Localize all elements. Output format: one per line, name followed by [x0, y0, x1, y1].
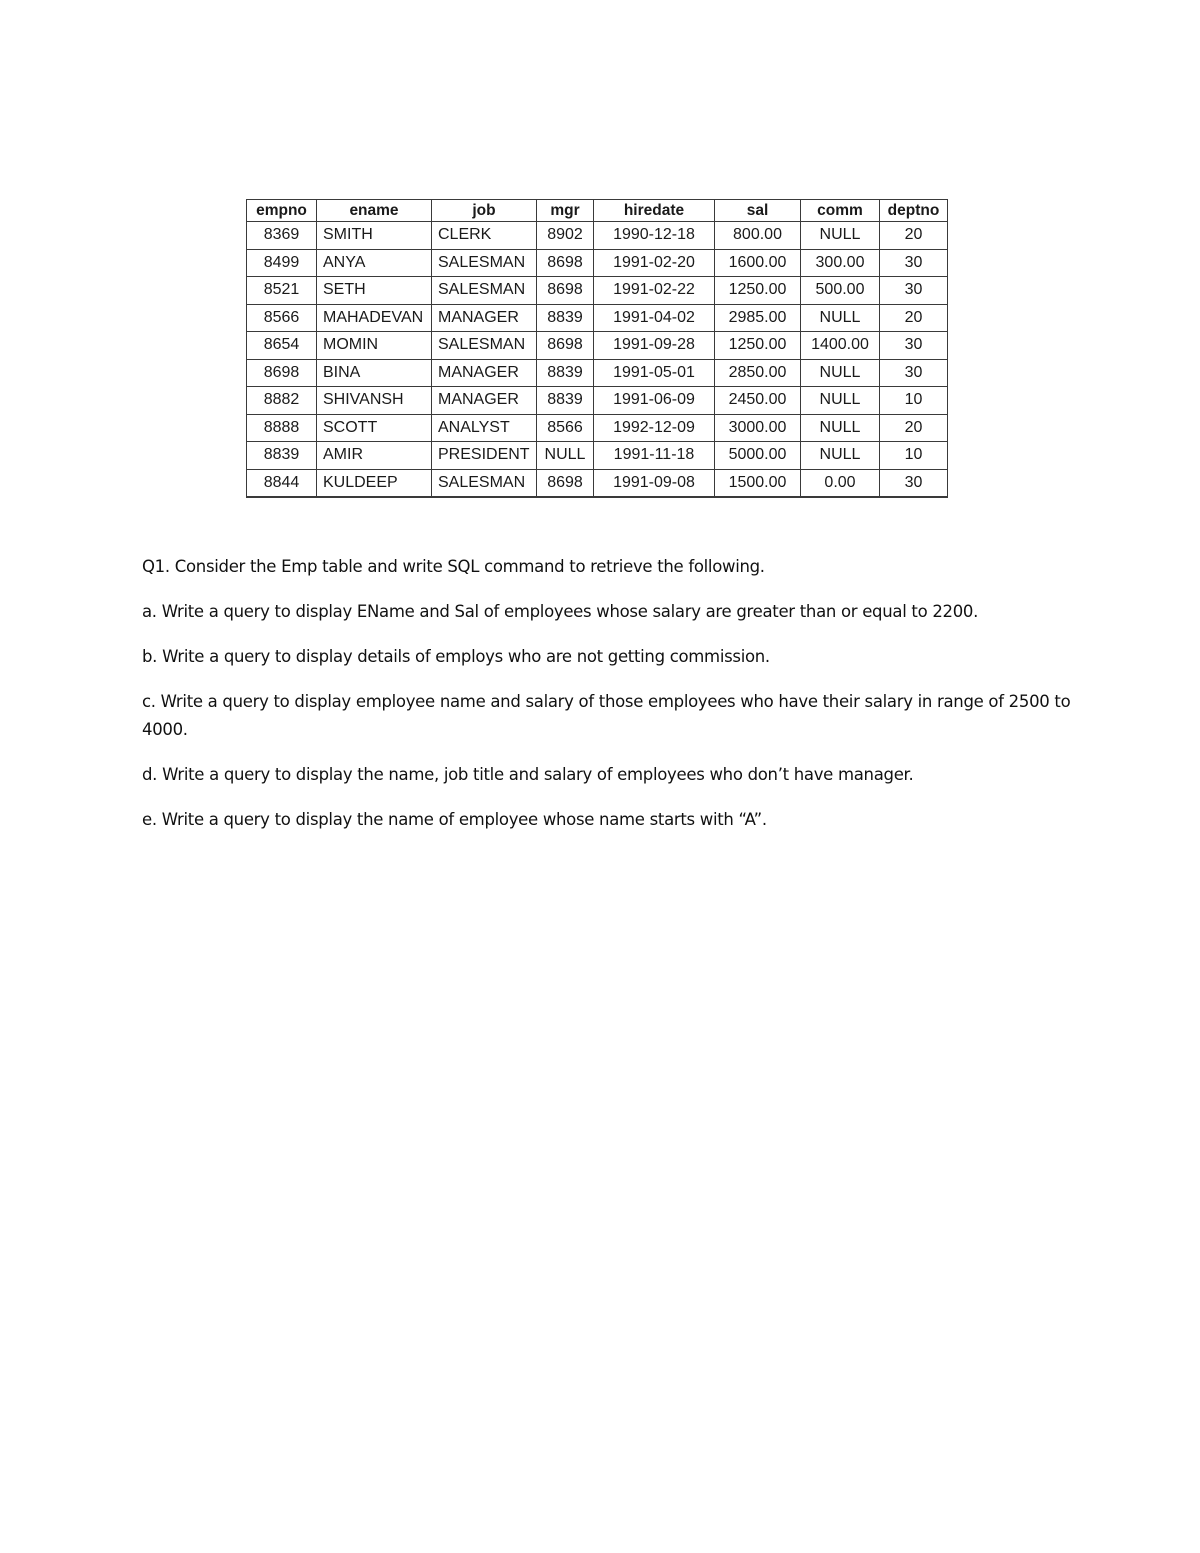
cell-comm: 1400.00 [801, 332, 880, 360]
cell-hiredate: 1992-12-09 [594, 414, 715, 442]
cell-sal: 3000.00 [715, 414, 801, 442]
cell-comm: 500.00 [801, 277, 880, 305]
question-item-b: b. Write a query to display details of employs who are not getting commission. [142, 647, 770, 666]
cell-comm: 300.00 [801, 249, 880, 277]
cell-hiredate: 1991-04-02 [594, 304, 715, 332]
question-item-a: a. Write a query to display EName and Sal of employees whose salary are greater than or equal to 2200. [142, 602, 979, 621]
column-header-job: job [432, 200, 537, 222]
cell-ename: SMITH [317, 222, 432, 250]
cell-deptno: 20 [880, 414, 948, 442]
cell-job: SALESMAN [432, 277, 537, 305]
cell-comm: NULL [801, 359, 880, 387]
cell-sal: 800.00 [715, 222, 801, 250]
cell-empno: 8566 [247, 304, 317, 332]
cell-deptno: 20 [880, 304, 948, 332]
column-header-hiredate: hiredate [594, 200, 715, 222]
cell-empno: 8369 [247, 222, 317, 250]
cell-ename: SETH [317, 277, 432, 305]
cell-empno: 8844 [247, 469, 317, 497]
cell-deptno: 30 [880, 469, 948, 497]
table-row [247, 332, 948, 360]
cell-job: PRESIDENT [432, 442, 537, 470]
cell-sal: 2850.00 [715, 359, 801, 387]
cell-job: ANALYST [432, 414, 537, 442]
cell-empno: 8888 [247, 414, 317, 442]
cell-hiredate: 1991-02-20 [594, 249, 715, 277]
question-intro: Q1. Consider the Emp table and write SQL command to retrieve the following. [142, 557, 765, 576]
cell-comm: NULL [801, 442, 880, 470]
table-row [247, 277, 948, 305]
cell-empno: 8521 [247, 277, 317, 305]
table-row [247, 359, 948, 387]
question-item-d: d. Write a query to display the name, job title and salary of employees who don’t have manager. [142, 765, 914, 784]
cell-deptno: 10 [880, 387, 948, 415]
cell-mgr: 8839 [537, 304, 594, 332]
table-row [247, 442, 948, 470]
cell-mgr: 8839 [537, 387, 594, 415]
cell-mgr: 8698 [537, 469, 594, 497]
table-row [247, 249, 948, 277]
table-row [247, 469, 948, 497]
cell-mgr: 8698 [537, 332, 594, 360]
table-row [247, 304, 948, 332]
cell-sal: 2450.00 [715, 387, 801, 415]
cell-sal: 2985.00 [715, 304, 801, 332]
cell-empno: 8839 [247, 442, 317, 470]
column-header-mgr: mgr [537, 200, 594, 222]
cell-mgr: 8566 [537, 414, 594, 442]
column-header-deptno: deptno [880, 200, 948, 222]
table-header-row [247, 200, 948, 222]
column-header-sal: sal [715, 200, 801, 222]
cell-sal: 1250.00 [715, 332, 801, 360]
question-item-e: e. Write a query to display the name of employee whose name starts with “A”. [142, 810, 767, 829]
cell-hiredate: 1991-05-01 [594, 359, 715, 387]
cell-sal: 1600.00 [715, 249, 801, 277]
column-header-ename: ename [317, 200, 432, 222]
cell-comm: NULL [801, 414, 880, 442]
cell-ename: SHIVANSH [317, 387, 432, 415]
cell-empno: 8499 [247, 249, 317, 277]
cell-mgr: 8698 [537, 277, 594, 305]
cell-hiredate: 1991-11-18 [594, 442, 715, 470]
cell-job: MANAGER [432, 304, 537, 332]
cell-sal: 5000.00 [715, 442, 801, 470]
cell-ename: BINA [317, 359, 432, 387]
cell-sal: 1250.00 [715, 277, 801, 305]
emp-table [246, 199, 948, 498]
cell-sal: 1500.00 [715, 469, 801, 497]
cell-empno: 8698 [247, 359, 317, 387]
cell-deptno: 20 [880, 222, 948, 250]
cell-ename: SCOTT [317, 414, 432, 442]
cell-mgr: 8902 [537, 222, 594, 250]
cell-deptno: 30 [880, 249, 948, 277]
cell-job: CLERK [432, 222, 537, 250]
cell-empno: 8654 [247, 332, 317, 360]
cell-ename: MAHADEVAN [317, 304, 432, 332]
cell-job: SALESMAN [432, 332, 537, 360]
cell-hiredate: 1991-06-09 [594, 387, 715, 415]
cell-ename: ANYA [317, 249, 432, 277]
table-row [247, 222, 948, 250]
table-row [247, 387, 948, 415]
cell-comm: 0.00 [801, 469, 880, 497]
cell-ename: MOMIN [317, 332, 432, 360]
column-header-comm: comm [801, 200, 880, 222]
cell-hiredate: 1990-12-18 [594, 222, 715, 250]
cell-deptno: 30 [880, 359, 948, 387]
cell-job: MANAGER [432, 387, 537, 415]
cell-job: SALESMAN [432, 469, 537, 497]
cell-mgr: 8698 [537, 249, 594, 277]
cell-deptno: 10 [880, 442, 948, 470]
cell-comm: NULL [801, 222, 880, 250]
cell-deptno: 30 [880, 332, 948, 360]
cell-hiredate: 1991-09-08 [594, 469, 715, 497]
cell-job: SALESMAN [432, 249, 537, 277]
cell-empno: 8882 [247, 387, 317, 415]
table-row [247, 414, 948, 442]
cell-ename: KULDEEP [317, 469, 432, 497]
cell-ename: AMIR [317, 442, 432, 470]
cell-mgr: NULL [537, 442, 594, 470]
cell-hiredate: 1991-02-22 [594, 277, 715, 305]
cell-job: MANAGER [432, 359, 537, 387]
cell-deptno: 30 [880, 277, 948, 305]
cell-comm: NULL [801, 387, 880, 415]
question-item-c: c. Write a query to display employee name and salary of those employees who have their salary in range of 2500 to 4000. [142, 692, 1071, 739]
column-header-empno: empno [247, 200, 317, 222]
cell-mgr: 8839 [537, 359, 594, 387]
questions-section [142, 553, 1072, 851]
cell-hiredate: 1991-09-28 [594, 332, 715, 360]
cell-comm: NULL [801, 304, 880, 332]
